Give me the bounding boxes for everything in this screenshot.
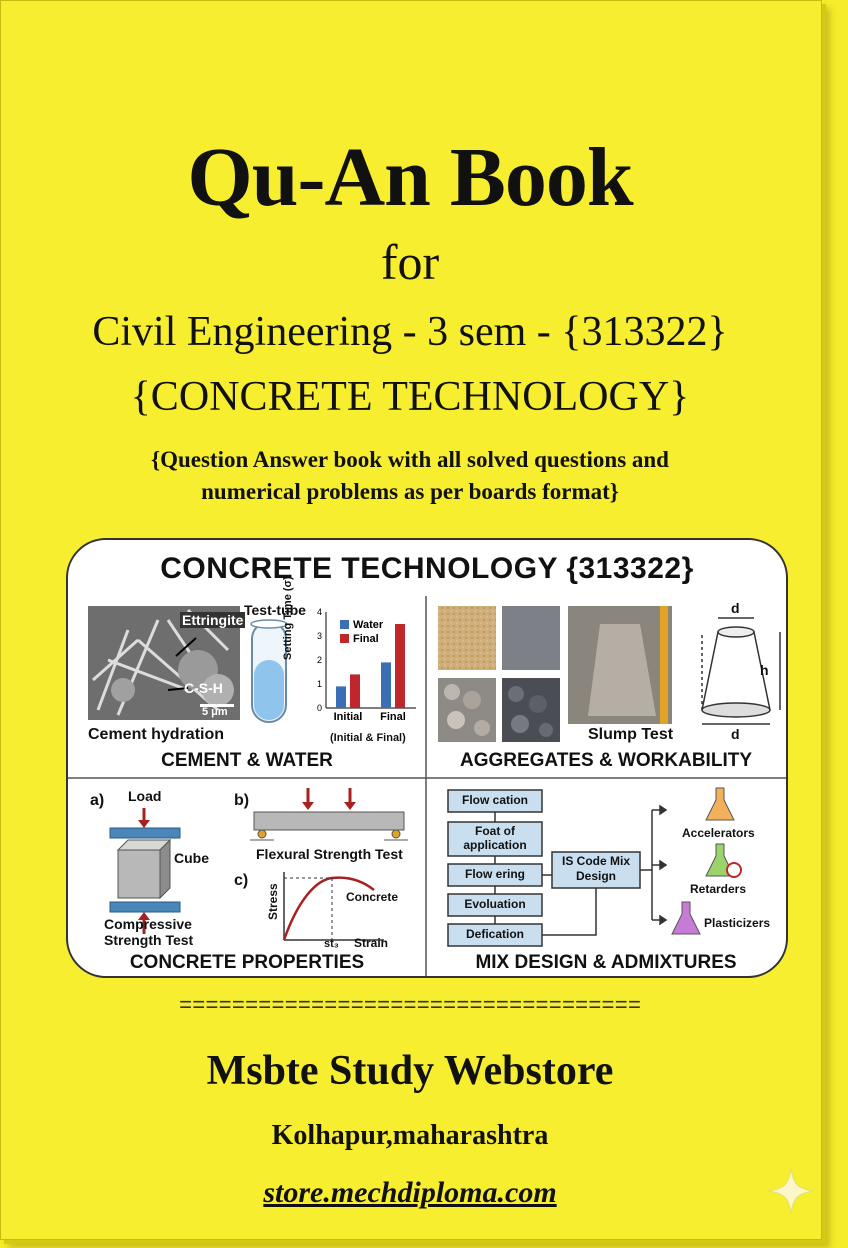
flexural-test-diagram (250, 788, 408, 840)
is-code-mix-design-box: IS Code Mix Design (561, 854, 630, 883)
crushed-stone-sample-image (502, 678, 560, 742)
flexural-label: Flexural Strength Test (256, 846, 403, 862)
flask-icons (672, 788, 741, 934)
website-link[interactable]: store.mechdiploma.com (263, 1176, 557, 1209)
label-a: a) (90, 792, 105, 809)
cement-water-section-title: CEMENT & WATER (161, 750, 333, 771)
chart-bar (350, 674, 360, 708)
ettringite-label: Ettringite (182, 612, 244, 628)
scale-label: 5 μm (202, 706, 228, 718)
coarse-gravel-sample-image (438, 678, 496, 742)
chart-x-tick-label: Initial (333, 711, 363, 723)
stress-strain-graph (284, 872, 384, 940)
csh-label: C-S-H (184, 680, 223, 696)
chart-bar (395, 624, 405, 708)
chart-legend-label: Final (353, 633, 379, 645)
chart-x-tick-label: Final (380, 711, 406, 723)
strain-label: Strain (354, 936, 389, 950)
chart-y-axis-label: Setting Time (σ) (282, 576, 294, 660)
chart-y-tick-label: 2 (316, 655, 322, 665)
flow-step-2: Foat of application (463, 824, 527, 852)
chart-legend-label: Water (353, 619, 384, 631)
label-b: b) (234, 792, 250, 809)
compressive-label-1: Compressive (104, 916, 192, 932)
fine-gravel-sample-image (502, 606, 560, 670)
publisher-name: Msbte Study Webstore (206, 1048, 614, 1094)
accelerators-label: Accelerators (682, 826, 755, 840)
cube-label: Cube (174, 850, 209, 866)
separator-line: =================================== (178, 994, 642, 1019)
subject-line: {CONCRETE TECHNOLOGY} (130, 374, 690, 420)
test-tube-label: Test-tube (244, 602, 306, 618)
stress-label: Stress (266, 883, 280, 920)
book-title: Qu-An Book (187, 131, 633, 224)
flow-step-4: Evoluation (464, 897, 526, 911)
chart-legend-swatch (340, 634, 349, 643)
flow-step-3: Flow ering (465, 867, 525, 881)
chart-y-tick-label: 3 (316, 631, 322, 641)
panel-title: CONCRETE TECHNOLOGY {313322} (160, 552, 694, 585)
mix-design-admixtures-section-title: MIX DESIGN & ADMIXTURES (475, 952, 737, 973)
cone-top-diameter-label: d (731, 600, 740, 616)
cone-bottom-diameter-label: d (731, 726, 740, 742)
chart-x-axis-label: (Initial & Final) (330, 732, 406, 744)
sparkle-icon (766, 1166, 816, 1216)
description-line-1: {Question Answer book with all solved questions and (151, 447, 669, 472)
aggregates-workability-section-title: AGGREGATES & WORKABILITY (459, 750, 753, 771)
description (0, 444, 820, 508)
chart-y-tick-label: 1 (316, 679, 322, 689)
setting-time-chart (317, 607, 416, 723)
chart-y-tick-label: 4 (316, 607, 322, 617)
concrete-curve-label: Concrete (346, 890, 399, 904)
plasticizers-label: Plasticizers (704, 916, 771, 930)
slump-test-image (568, 606, 672, 724)
concrete-properties-section-title: CONCRETE PROPERTIES (129, 952, 365, 973)
slump-test-label: Slump Test (588, 726, 674, 743)
description-line-2: numerical problems as per boards format} (201, 479, 619, 504)
compressive-label-2: Strength Test (104, 932, 194, 948)
label-c: c) (234, 872, 249, 889)
chart-y-tick-label: 0 (316, 703, 322, 713)
load-label: Load (128, 788, 162, 804)
chart-bar (336, 686, 346, 708)
cement-hydration-label: Cement hydration (88, 726, 225, 743)
retarders-label: Retarders (690, 882, 747, 896)
publisher-location: Kolhapur,maharashtra (271, 1120, 549, 1151)
fine-sand-sample-image (438, 606, 496, 670)
flow-step-5: Defication (465, 927, 524, 941)
chart-legend-swatch (340, 620, 349, 629)
chart-bar (381, 662, 391, 708)
for-text: for (380, 234, 440, 290)
cone-height-label: h (760, 662, 769, 678)
course-line: Civil Engineering - 3 sem - {313322} (92, 309, 728, 355)
flow-step-1: Flow cation (462, 793, 528, 807)
illustration-panel (66, 538, 788, 978)
strain-point-label: st₃ (324, 938, 339, 950)
